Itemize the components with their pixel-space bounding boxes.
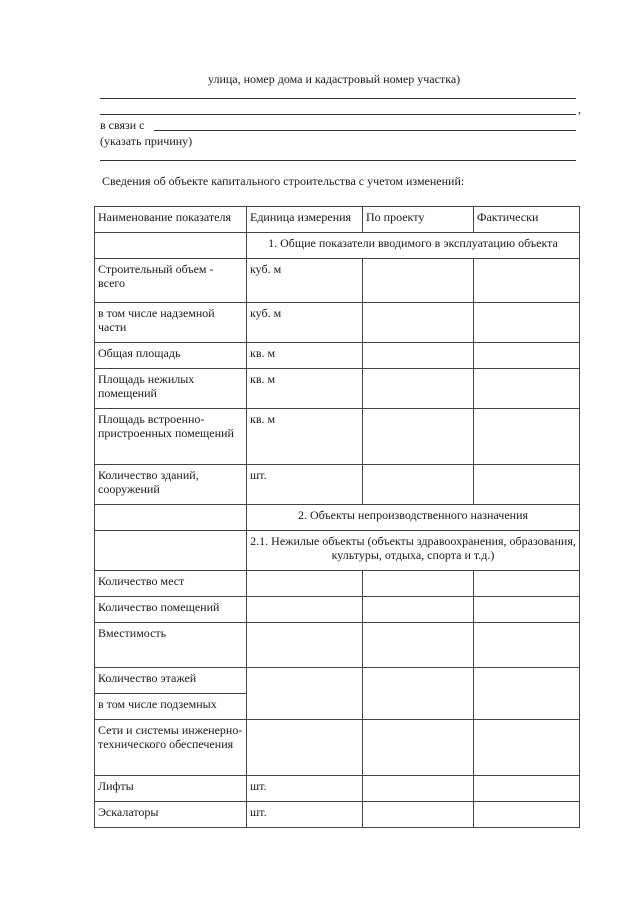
row-name: Количество помещений xyxy=(95,597,247,623)
section-row xyxy=(95,233,580,259)
row-project-value[interactable] xyxy=(363,343,474,369)
row-actual-value[interactable] xyxy=(474,259,580,303)
row-actual-value[interactable] xyxy=(474,668,580,720)
row-actual-value[interactable] xyxy=(474,369,580,409)
row-name: Лифты xyxy=(95,776,247,802)
table-header-row xyxy=(95,207,580,233)
section-2-1-title: 2.1. Нежилые объекты (объекты здравоохранения, образования, культуры, отдыха, спорта и т.д.) xyxy=(247,531,580,571)
header-unit: Единица измерения xyxy=(247,207,363,233)
address-caption: улица, номер дома и кадастровый номер участка) xyxy=(208,72,461,86)
reason-line-2[interactable] xyxy=(100,160,576,161)
row-name: Эскалаторы xyxy=(95,802,247,828)
reason-caption: (указать причину) xyxy=(100,134,193,148)
row-name: в том числе надземной части xyxy=(95,303,247,343)
header-actual: Фактически xyxy=(474,207,580,233)
row-name: Строительный объем - всего xyxy=(95,259,247,303)
row-project-value[interactable] xyxy=(363,597,474,623)
table-row xyxy=(95,802,580,828)
row-project-value[interactable] xyxy=(363,303,474,343)
row-project-value[interactable] xyxy=(363,802,474,828)
row-unit: куб. м xyxy=(247,259,363,303)
row-name: в том числе подземных xyxy=(95,694,247,720)
section-spacer xyxy=(95,505,247,531)
row-actual-value[interactable] xyxy=(474,343,580,369)
section-2-title: 2. Объекты непроизводственного назначения xyxy=(247,505,580,531)
table-row xyxy=(95,409,580,465)
table-row xyxy=(95,623,580,668)
row-name: Количество мест xyxy=(95,571,247,597)
table-row xyxy=(95,776,580,802)
row-unit: шт. xyxy=(247,465,363,505)
table-row xyxy=(95,369,580,409)
row-actual-value[interactable] xyxy=(474,303,580,343)
table-row xyxy=(95,259,580,303)
row-actual-value[interactable] xyxy=(474,465,580,505)
row-project-value[interactable] xyxy=(363,668,474,720)
address-line-1[interactable] xyxy=(100,98,576,99)
row-project-value[interactable] xyxy=(363,409,474,465)
row-actual-value[interactable] xyxy=(474,571,580,597)
address-line-comma: , xyxy=(578,102,581,116)
row-unit xyxy=(247,668,363,720)
row-name: Сети и системы инженерно-технического обеспечения xyxy=(95,720,247,776)
row-name: Количество этажей xyxy=(95,668,247,694)
object-info-table xyxy=(94,206,580,828)
row-unit xyxy=(247,571,363,597)
row-unit: куб. м xyxy=(247,303,363,343)
section-row xyxy=(95,531,580,571)
table-row xyxy=(95,571,580,597)
table-row xyxy=(95,465,580,505)
row-actual-value[interactable] xyxy=(474,802,580,828)
section-spacer xyxy=(95,531,247,571)
row-actual-value[interactable] xyxy=(474,409,580,465)
row-name: Вместимость xyxy=(95,623,247,668)
row-actual-value[interactable] xyxy=(474,720,580,776)
row-unit xyxy=(247,623,363,668)
row-name: Количество зданий, сооружений xyxy=(95,465,247,505)
row-unit: кв. м xyxy=(247,409,363,465)
section-title: Сведения об объекте капитального строительства с учетом изменений: xyxy=(102,174,465,188)
row-unit: кв. м xyxy=(247,343,363,369)
row-project-value[interactable] xyxy=(363,623,474,668)
table-row xyxy=(95,343,580,369)
row-actual-value[interactable] xyxy=(474,597,580,623)
row-actual-value[interactable] xyxy=(474,776,580,802)
row-unit: шт. xyxy=(247,802,363,828)
reason-line[interactable] xyxy=(154,130,576,131)
section-1-title: 1. Общие показатели вводимого в эксплуатацию объекта xyxy=(247,233,580,259)
section-spacer xyxy=(95,233,247,259)
row-unit: шт. xyxy=(247,776,363,802)
header-name: Наименование показателя xyxy=(95,207,247,233)
row-unit xyxy=(247,597,363,623)
row-project-value[interactable] xyxy=(363,259,474,303)
table-row xyxy=(95,303,580,343)
row-project-value[interactable] xyxy=(363,465,474,505)
row-project-value[interactable] xyxy=(363,776,474,802)
section-row xyxy=(95,505,580,531)
table-row xyxy=(95,668,580,694)
row-actual-value[interactable] xyxy=(474,623,580,668)
row-name: Площадь встроенно-пристроенных помещений xyxy=(95,409,247,465)
reason-prefix: в связи с xyxy=(100,118,145,132)
row-unit: кв. м xyxy=(247,369,363,409)
row-name: Площадь нежилых помещений xyxy=(95,369,247,409)
address-line-2[interactable] xyxy=(100,114,576,115)
row-project-value[interactable] xyxy=(363,720,474,776)
header-project: По проекту xyxy=(363,207,474,233)
row-name: Общая площадь xyxy=(95,343,247,369)
table-row xyxy=(95,720,580,776)
row-unit xyxy=(247,720,363,776)
row-project-value[interactable] xyxy=(363,571,474,597)
table-row xyxy=(95,597,580,623)
row-project-value[interactable] xyxy=(363,369,474,409)
